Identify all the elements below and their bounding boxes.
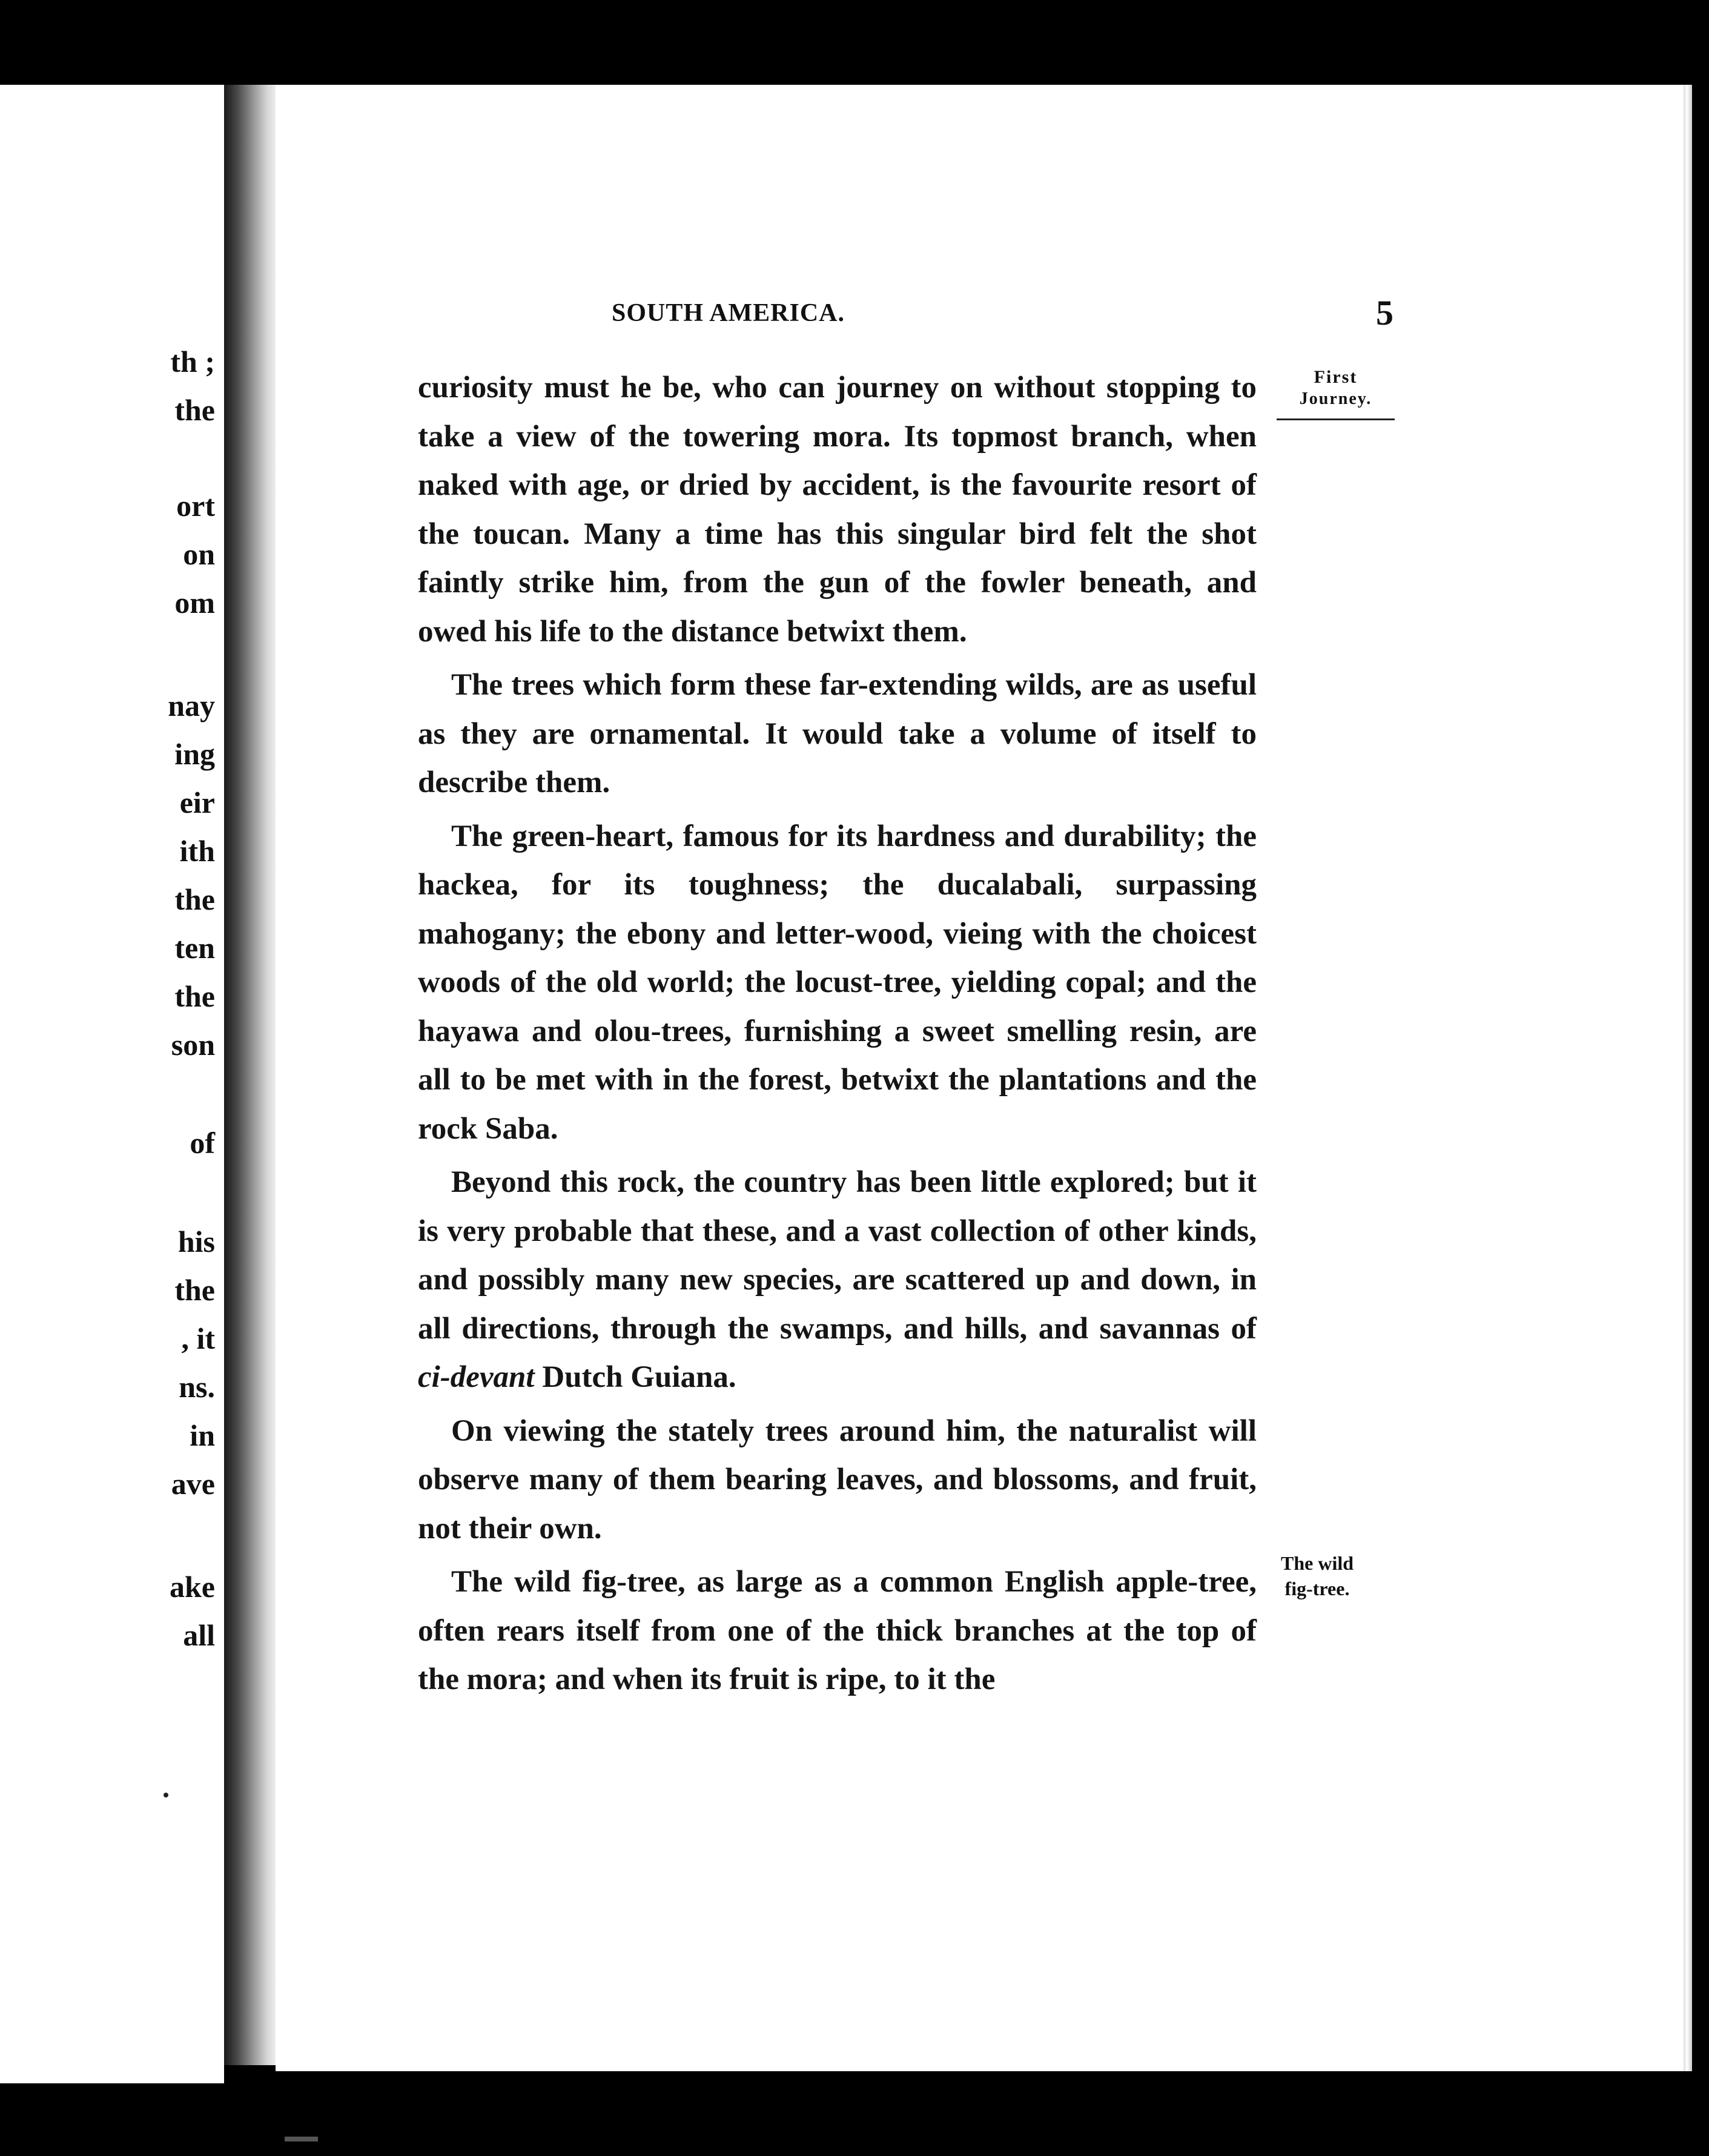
running-head-title: SOUTH AMERICA. <box>611 299 845 327</box>
left-fragment: the <box>174 882 215 916</box>
body-text <box>418 363 1257 1709</box>
paragraph: On viewing the stately trees around him, the naturalist will observe many of them bearing leaves, and blossoms, and fruit, not their own. <box>418 1414 1257 1546</box>
page-edge <box>1684 85 1692 2071</box>
left-fragment: ort <box>176 489 215 523</box>
paragraph <box>418 1158 1257 1402</box>
left-fragment: ake <box>170 1570 215 1604</box>
left-fragment: ns. <box>179 1370 215 1404</box>
left-fragment: ith <box>179 834 215 868</box>
left-fragment: eir <box>179 785 215 819</box>
paragraph-text: Dutch Guiana. <box>534 1360 736 1394</box>
margin-note-line: Journey. <box>1299 389 1372 408</box>
left-fragment: ave <box>171 1467 215 1501</box>
margin-note-wild-fig-tree <box>1263 1550 1372 1601</box>
paragraph-text: Beyond this rock, the country has been little explored; but it is very probable that these, and a vast collection of other kinds, and possibly many new species, are scattered up and down, in all directions, through the swamps, and hills, and savannas of <box>418 1165 1257 1346</box>
ink-speck <box>164 1793 168 1797</box>
left-fragment: the <box>174 1273 215 1307</box>
left-fragment: om <box>174 586 215 620</box>
left-fragment: nay <box>168 689 215 723</box>
book-gutter-shadow <box>224 85 279 2065</box>
left-fragment: the <box>174 393 215 427</box>
margin-note-first-journey <box>1277 366 1395 420</box>
facing-page-left <box>0 85 224 2083</box>
left-fragment: son <box>171 1028 215 1062</box>
left-fragment: the <box>174 979 215 1013</box>
left-fragment: his <box>177 1225 215 1258</box>
scan-artifact <box>285 2137 318 2141</box>
margin-note-line: The wild <box>1280 1552 1354 1574</box>
paragraph: The trees which form these far-extending wilds, are as useful as they are ornamental. It would take a volume of itself to describe them. <box>418 668 1257 799</box>
margin-note-line: fig-tree. <box>1284 1578 1350 1599</box>
left-fragment: ing <box>174 737 215 771</box>
paragraph: The wild fig-tree, as large as a common English apple-tree, often rears itself from one of the thick branches at the top of the mora; and when its fruit is ripe, to it the <box>418 1565 1257 1696</box>
italic-term: ci-devant <box>418 1360 535 1394</box>
margin-rule <box>1277 418 1395 420</box>
left-fragment: th ; <box>170 345 215 379</box>
left-fragment: of <box>190 1126 215 1160</box>
left-fragment: , it <box>181 1321 215 1355</box>
left-fragment: all <box>183 1618 215 1652</box>
left-fragment: in <box>190 1418 215 1452</box>
left-fragment: on <box>183 537 215 571</box>
page-number: 5 <box>1376 293 1394 332</box>
paragraph: The green-heart, famous for its hardness and durability; the hackea, for its toughness; the ducalabali, surpassing mahogany; the ebony and letter-wood, vieing with the choicest woods of the old world; the locust-tree, yielding copal; and the hayawa and olou-trees, furnishing a sweet smelling resin, are all to be met with in the forest, betwixt the plantations and the rock Saba. <box>418 819 1257 1146</box>
left-fragment: ten <box>174 931 215 965</box>
paragraph: curiosity must he be, who can journey on without stopping to take a view of the towering mora. Its topmost branch, when naked with age, or dried by accident, is the favourite resort of the toucan. Many a time has this singular bird felt the shot faintly strike him, from the gun of the fowler beneath, and owed his life to the distance betwixt them. <box>418 371 1257 649</box>
margin-note-line: First <box>1314 367 1358 387</box>
